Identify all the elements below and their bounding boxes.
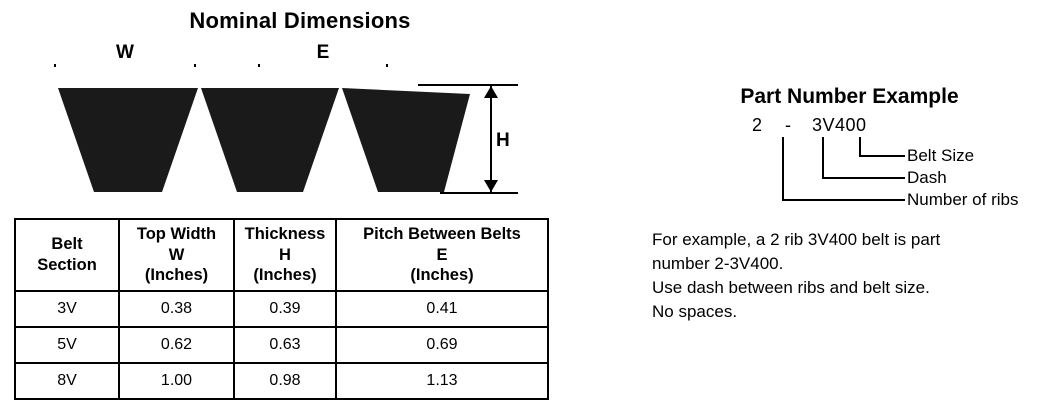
header-line-2: H — [279, 245, 291, 264]
part-number-size: 3V400 — [812, 115, 867, 135]
belt-cross-section-illustration — [50, 84, 480, 201]
example-line-4: No spaces. — [652, 302, 738, 322]
example-line-3: Use dash between ribs and belt size. — [652, 278, 930, 298]
part-number-ribs: 2 — [752, 115, 763, 135]
header-line-2: E — [436, 245, 448, 264]
table-header-row — [15, 219, 548, 291]
callout-dash: Dash — [907, 168, 947, 187]
arrow-down-icon — [484, 180, 498, 192]
table-header-top-width — [119, 219, 234, 291]
page-title: Nominal Dimensions — [189, 8, 411, 33]
dimension-tick-bottom — [479, 192, 503, 194]
part-number-dash: - — [785, 115, 792, 135]
part-number-panel — [652, 0, 1064, 412]
belt-rib-1 — [58, 88, 198, 192]
cell-thickness: 0.98 — [234, 363, 336, 399]
cell-pitch: 0.69 — [336, 327, 548, 363]
leader-line-ribs-vertical — [782, 137, 784, 201]
leader-line-dash-vertical — [822, 137, 824, 179]
table-header-belt-section — [15, 219, 119, 291]
dimension-pitch — [258, 42, 388, 67]
table-row — [15, 327, 548, 363]
dimension-pitch-text: E — [307, 42, 340, 63]
header-line-1: Belt — [51, 235, 83, 254]
table-row — [15, 363, 548, 399]
cell-top-width: 0.62 — [119, 327, 234, 363]
leader-line-dash-horizontal — [822, 177, 905, 179]
callout-belt-size: Belt Size — [907, 146, 975, 165]
dimension-width-text: W — [106, 42, 144, 63]
table-row — [15, 291, 548, 327]
cell-belt-section: 8V — [15, 363, 119, 399]
belt-dimensions-table — [14, 218, 549, 400]
cell-top-width: 0.38 — [119, 291, 234, 327]
leader-line-belt-size-vertical — [859, 137, 861, 157]
belt-rib-2 — [201, 88, 339, 192]
header-line-1: Pitch Between Belts — [363, 225, 521, 243]
example-line-1: For example, a 2 rib 3V400 belt is part — [652, 230, 941, 249]
header-line-1: Thickness — [244, 225, 326, 243]
cell-pitch: 0.41 — [336, 291, 548, 327]
belt-rib-3 — [342, 88, 470, 192]
cell-top-width: 1.00 — [119, 363, 234, 399]
cell-thickness: 0.39 — [234, 291, 336, 327]
table-header-pitch-between-belts — [336, 219, 548, 291]
cell-belt-section: 5V — [15, 327, 119, 363]
cell-pitch: 1.13 — [336, 363, 548, 399]
cell-belt-section: 3V — [15, 291, 119, 327]
dimension-width-label — [54, 42, 196, 64]
table-header-thickness — [234, 219, 336, 291]
arrow-up-icon — [484, 86, 498, 98]
header-line-3: (Inches) — [253, 266, 317, 285]
header-line-2: Section — [37, 255, 97, 274]
leader-line-belt-size-horizontal — [859, 155, 905, 157]
leader-line-ribs-horizontal — [782, 199, 905, 201]
example-line-2: number 2-3V400. — [652, 254, 784, 274]
part-number-title: Part Number Example — [740, 85, 959, 108]
dimension-pitch-label — [258, 42, 388, 64]
header-line-3: (Inches) — [144, 266, 209, 285]
callout-number-of-ribs: Number of ribs — [907, 190, 1019, 209]
header-line-1: Top Width — [136, 225, 217, 243]
dimension-width — [54, 42, 196, 67]
dimension-height-label: H — [492, 128, 514, 154]
example-description — [652, 228, 1052, 325]
header-line-2: W — [168, 245, 185, 264]
cell-thickness: 0.63 — [234, 327, 336, 363]
header-line-3: (Inches) — [410, 266, 474, 285]
